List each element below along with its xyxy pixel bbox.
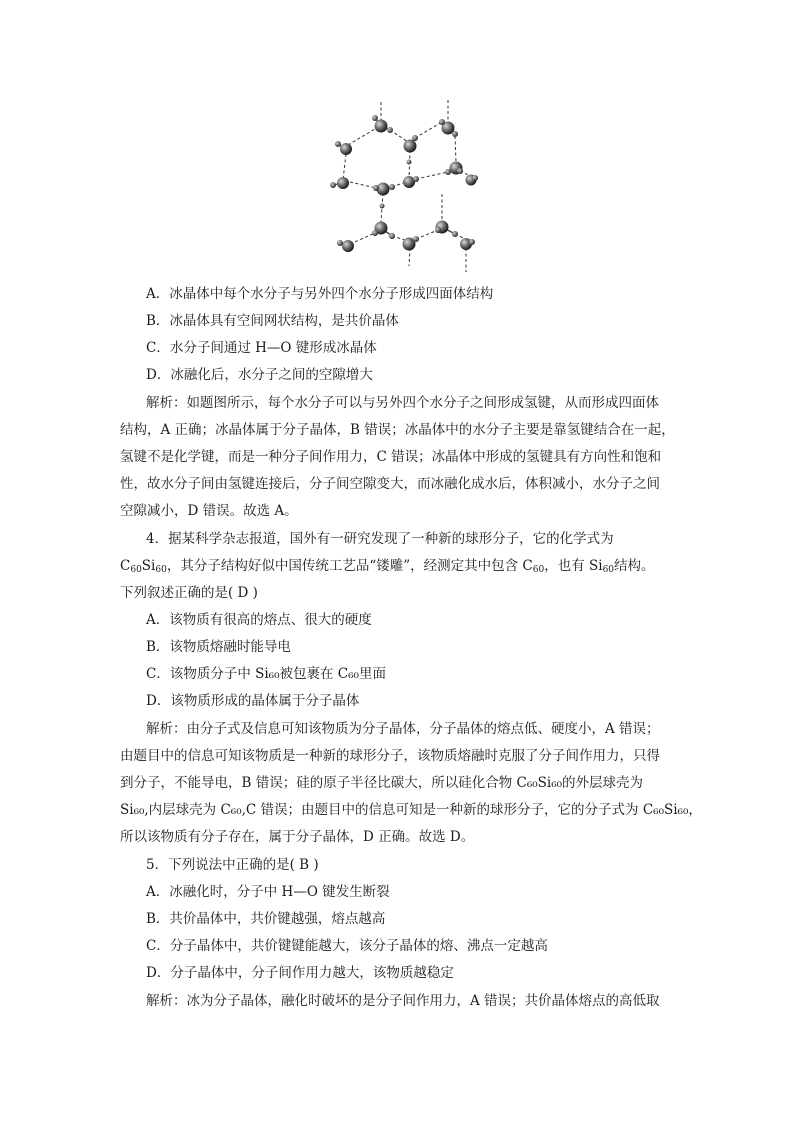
q5-option-c: C．分子晶体中，共价键键能越大，该分子晶体的熔、沸点一定越高 bbox=[146, 938, 548, 954]
q3-option-d: D．冰融化后，水分子之间的空隙增大 bbox=[146, 367, 373, 383]
ice-crystal-structure-figure bbox=[320, 96, 500, 274]
q4-analysis-line-5: 所以该物质有分子存在，属于分子晶体，D 正确。故选 D。 bbox=[120, 829, 475, 845]
q4-option-c: C．该物质分子中 Si₆₀被包裹在 C₆₀里面 bbox=[146, 666, 386, 682]
q4-stem-line-1: 4．据某科学杂志报道，国外有一研究发现了一种新的球形分子，它的化学式为 bbox=[146, 531, 614, 547]
q3-option-b: B．冰晶体具有空间网状结构，是共价晶体 bbox=[146, 313, 399, 329]
q4-analysis-line-4: Si₆₀,内层球壳为 C₆₀,C 错误；由题目中的信息可知是一种新的球形分子，它的分子式为 C₆₀Si₆₀， bbox=[120, 802, 702, 818]
q5-analysis-line-1: 解析：冰为分子晶体，融化时破坏的是分子间作用力，A 错误；共价晶体熔点的高低取 bbox=[146, 993, 660, 1009]
q5-option-d: D．分子晶体中，分子间作用力越大，该物质越稳定 bbox=[146, 965, 454, 981]
q4-stem-line-3: 下列叙述正确的是( D ) bbox=[120, 585, 258, 601]
q4-option-b: B．该物质熔融时能导电 bbox=[146, 639, 291, 655]
q3-analysis-line-2: 结构，A 正确；冰晶体属于分子晶体，B 错误；冰晶体中的水分子主要是靠氢键结合在一起， bbox=[120, 422, 675, 438]
q3-option-a: A．冰晶体中每个水分子与另外四个水分子形成四面体结构 bbox=[146, 286, 494, 302]
q3-analysis-line-1: 解析：如题图所示，每个水分子可以与另外四个水分子之间形成氢键，从而形成四面体 bbox=[146, 395, 659, 411]
q4-analysis-line-3: 到分子，不能导电，B 错误；硅的原子半径比碳大，所以硅化合物 C₆₀Si₆₀的外层球壳为 bbox=[120, 775, 644, 791]
q5-stem: 5．下列说法中正确的是( B ) bbox=[146, 857, 319, 873]
q4-option-d: D．该物质形成的晶体属于分子晶体 bbox=[146, 693, 360, 709]
q3-analysis-line-3: 氢键不是化学键，而是一种分子间作用力，C 错误；冰晶体中形成的氢键具有方向性和饱和 bbox=[120, 449, 662, 465]
q4-analysis-line-1: 解析：由分子式及信息可知该物质为分子晶体，分子晶体的熔点低、硬度小，A 错误； bbox=[146, 721, 660, 737]
q4-analysis-line-2: 由题目中的信息可知该物质是一种新的球形分子，该物质熔融时克服了分子间作用力，只得 bbox=[120, 748, 660, 764]
q3-analysis-line-4: 性，故水分子间由氢键连接后，分子间空隙变大，而冰融化成水后，体积减小，水分子之间 bbox=[120, 476, 660, 492]
q3-option-c: C．水分子间通过 H—O 键形成冰晶体 bbox=[146, 340, 377, 356]
q4-option-a: A．该物质有很高的熔点、很大的硬度 bbox=[146, 612, 372, 628]
q5-option-b: B．共价晶体中，共价键越强，熔点越高 bbox=[146, 911, 386, 927]
q4-stem-line-2: $C_{60}Si_{60}$，其分子结构好似中国传统工艺品“镂雕”，经测定其中包含 $C_{60}$，也有 $Si_{60}$结构。 bbox=[120, 558, 655, 575]
q3-analysis-line-5: 空隙减小，D 错误。故选 A。 bbox=[120, 503, 298, 519]
q5-option-a: A．冰融化时，分子中 H—O 键发生断裂 bbox=[146, 884, 390, 900]
